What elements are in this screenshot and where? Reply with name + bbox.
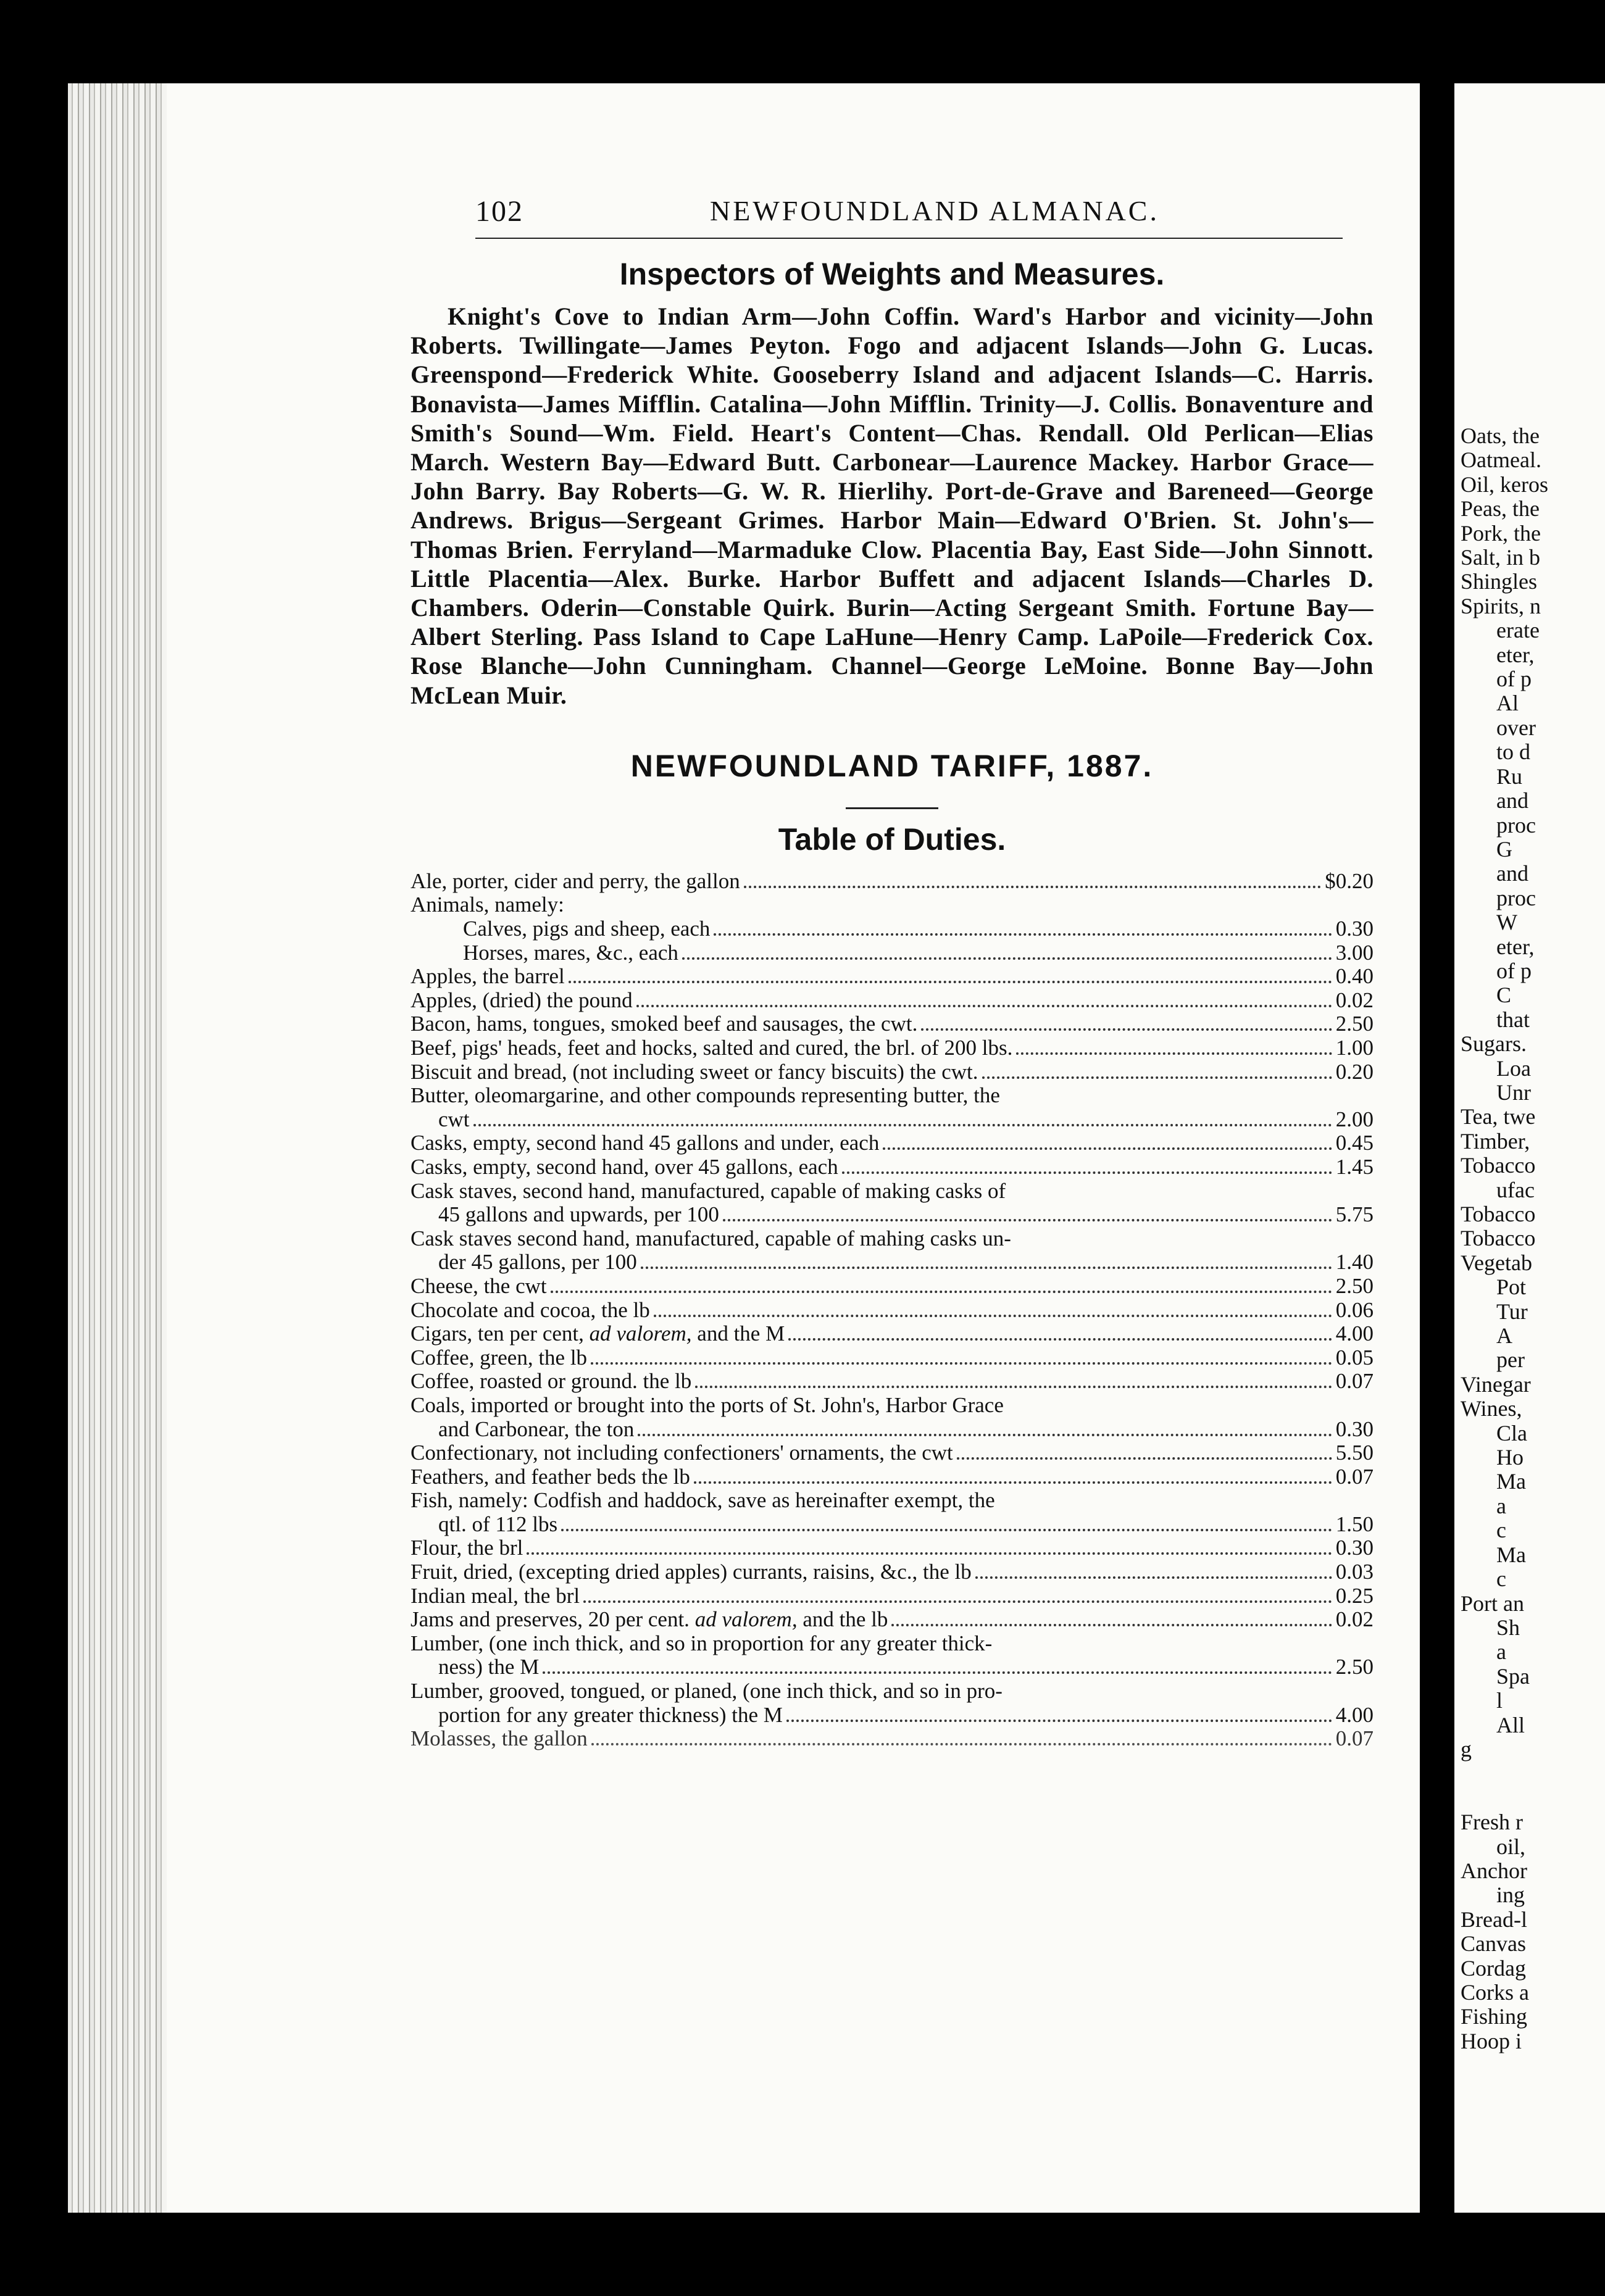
dot-leader (473, 1124, 1332, 1126)
duty-row (411, 1108, 1374, 1132)
facing-page-line: Fresh r (1461, 1810, 1523, 1835)
facing-page-line: erate (1496, 618, 1540, 643)
duty-amount: 0.25 (1335, 1583, 1374, 1608)
duty-row (411, 989, 1374, 1013)
duty-item-label: Molasses, the gallon (411, 1727, 588, 1751)
duty-item-label: Fruit, dried, (excepting dried apples) currants, raisins, &c., the lb (411, 1560, 972, 1584)
duties-table (411, 870, 1374, 1751)
duty-row: Cask staves second hand, manufactured, capable of mahing casks un- (411, 1226, 1011, 1250)
facing-page-line: Ma (1496, 1469, 1526, 1494)
facing-page-line: All (1496, 1712, 1525, 1737)
facing-page-line: Spirits, n (1461, 593, 1541, 618)
duty-item-label: der 45 gallons, per 100 (438, 1250, 637, 1275)
duty-item-label: Bacon, hams, tongues, smoked beef and sausages, the cwt. (411, 1012, 918, 1036)
tariff-heading: NEWFOUNDLAND TARIFF, 1887. (630, 748, 1154, 783)
duty-amount: 5.75 (1335, 1202, 1374, 1227)
facing-page-line: of p (1496, 958, 1532, 983)
facing-page-line: over (1496, 715, 1536, 740)
duty-row: Animals, namely: (411, 892, 564, 917)
facing-page-line (1461, 1762, 1605, 1786)
duty-item-label: Horses, mares, &c., each (463, 941, 678, 965)
duty-row (411, 1012, 1374, 1036)
facing-page-line: Corks a (1461, 1980, 1529, 2005)
facing-page-line: ing (1496, 1882, 1525, 1908)
page-edges (68, 83, 167, 2213)
facing-page-line: Hoop i (1461, 2028, 1522, 2053)
dot-leader (527, 1552, 1332, 1555)
facing-page-line: Al (1496, 691, 1519, 716)
dot-leader (891, 1624, 1332, 1626)
duty-amount: 4.00 (1335, 1321, 1374, 1346)
facing-page-line: and (1496, 788, 1528, 813)
facing-page-line: Tur (1496, 1299, 1528, 1324)
dot-leader (641, 1267, 1332, 1269)
duty-row: Fish, namely: Codfish and haddock, save as hereinafter exempt, the (411, 1488, 995, 1513)
duty-amount: 2.50 (1335, 1273, 1374, 1298)
duty-row: Cask staves, second hand, manufactured, capable of making casks of (411, 1178, 1006, 1203)
facing-page-line: proc (1496, 885, 1536, 910)
duty-row (411, 1322, 1374, 1346)
dot-leader (744, 886, 1322, 888)
duty-item-label: Casks, empty, second hand 45 gallons and under, each (411, 1131, 880, 1155)
dot-leader (682, 957, 1332, 960)
dot-leader (583, 1600, 1332, 1603)
facing-page-line: Bread-l (1461, 1907, 1527, 1932)
duty-amount: 0.02 (1335, 1607, 1374, 1632)
dot-leader (569, 981, 1332, 983)
facing-page-line: Oats, the (1461, 423, 1540, 448)
inspectors-paragraph: Knight's Cove to Indian Arm—John Coffin. Ward's Harbor and vicinity—John Roberts. Twillingate—James Peyton. Fogo and adjacent Islands—John G. Lucas. Greenspond—Frederick White. Gooseberry Island and adjacent Islands—C. Harris. Bonavista—James Mifflin. Catalina—John Mifflin. Trinity—J. Collis. Bonaventure and Smith's Sound—Wm. Field. Heart's Content—Chas. Rendall. Old Perlican—Elias March. Western Bay—Edward Butt. Carbonear—Laurence Mackey. Harbor Grace—John Barry. Bay Roberts—G. W. R. Hierlihy. Port-de-Grave and Bareneed—George Andrews. Brigus—Sergeant Grimes. Harbor Main—Edward O'Brien. St. John's—Thomas Brien. Ferryland—Marmaduke Clow. Placentia Bay, East Side—John Sinnott. Little Placentia—Alex. Burke. Harbor Buffett and adjacent Islands—Charles D. Chambers. Oderin—Constable Quirk. Burin—Acting Sergeant Smith. Fortune Bay—Albert Sterling. Pass Island to Cape LaHune—Henry Camp. LaPoile—Frederick Cox. Rose Blanche—John Cunningham. Channel—George LeMoine. Bonne Bay—John McLean Muir. (411, 302, 1374, 709)
duty-row (411, 1536, 1374, 1560)
dot-leader (786, 1720, 1332, 1722)
duty-amount: 1.00 (1335, 1036, 1374, 1060)
duty-amount: 0.20 (1335, 1059, 1374, 1084)
duty-amount: 3.00 (1335, 940, 1374, 965)
dot-leader (842, 1171, 1332, 1174)
duty-amount: 1.40 (1335, 1250, 1374, 1275)
duty-row (411, 1155, 1374, 1179)
duty-item-label: Feathers, and feather beds the lb (411, 1465, 690, 1489)
duty-amount: 0.03 (1335, 1560, 1374, 1584)
facing-page-line: Vinegar (1461, 1371, 1531, 1397)
duty-item-label: Beef, pigs' heads, feet and hocks, salted and cured, the brl. of 200 lbs. (411, 1036, 1013, 1060)
page-number: 102 (475, 195, 523, 228)
duty-row: Lumber, grooved, tongued, or planed, (one inch thick, and so in pro- (411, 1679, 1003, 1703)
duty-amount: 0.07 (1335, 1726, 1374, 1751)
duty-row (411, 1299, 1374, 1323)
facing-page (1454, 83, 1605, 2213)
facing-page-line: Ma (1496, 1542, 1526, 1567)
duty-row (411, 1370, 1374, 1394)
dot-leader (636, 1005, 1332, 1007)
duty-item-label: Indian meal, the brl (411, 1584, 580, 1608)
facing-page-line: a (1496, 1639, 1506, 1665)
dot-leader (654, 1315, 1332, 1317)
dot-leader (883, 1147, 1332, 1150)
facing-page-line: and (1496, 861, 1528, 886)
duty-amount: 0.07 (1335, 1369, 1374, 1394)
facing-page-line: Oatmeal. (1461, 447, 1541, 473)
duty-row (411, 1346, 1374, 1370)
facing-page-line: eter, (1496, 642, 1535, 667)
facing-page-line: Tobacco (1461, 1202, 1536, 1226)
facing-page-line: Pork, the (1461, 520, 1541, 546)
facing-page-line: Tea, twe (1461, 1104, 1536, 1129)
facing-page-line: G (1496, 836, 1512, 862)
facing-page-line: Anchor (1461, 1858, 1527, 1883)
duties-subheading: Table of Duties. (778, 821, 1006, 857)
facing-page-line: eter, (1496, 934, 1535, 959)
duty-amount: 0.30 (1335, 917, 1374, 941)
dot-leader (714, 933, 1332, 936)
dot-leader (695, 1386, 1332, 1388)
duty-amount: 1.50 (1335, 1512, 1374, 1536)
duty-row (411, 1513, 1374, 1537)
facing-page-line: Canvas (1461, 1931, 1526, 1957)
facing-page-line: C (1496, 983, 1512, 1008)
duty-amount: 2.50 (1335, 1655, 1374, 1679)
facing-page-line: ufac (1496, 1177, 1535, 1202)
duty-amount: 4.00 (1335, 1702, 1374, 1727)
duty-row (411, 965, 1374, 989)
facing-page-line (1461, 1786, 1605, 1810)
facing-page-line: Sugars. (1461, 1031, 1527, 1057)
book-gutter (1420, 0, 1454, 2296)
facing-page-line: Loa (1496, 1055, 1531, 1081)
facing-page-line: oil, (1496, 1834, 1526, 1859)
duty-amount: 0.02 (1335, 988, 1374, 1012)
facing-page-line: Shingles (1461, 569, 1538, 594)
dot-leader (591, 1362, 1332, 1365)
running-head (411, 194, 1374, 239)
facing-page-line: Salt, in b (1461, 545, 1541, 570)
facing-page-text (1461, 424, 1605, 2053)
duty-amount: 0.06 (1335, 1297, 1374, 1322)
dot-leader (982, 1076, 1332, 1079)
duty-amount: 2.50 (1335, 1012, 1374, 1036)
duty-row (411, 1655, 1374, 1679)
duty-row (411, 1203, 1374, 1227)
facing-page-line: g (1461, 1736, 1472, 1762)
facing-page-line: Tobacco (1461, 1153, 1536, 1178)
duty-row (411, 917, 1374, 941)
facing-page-line: proc (1496, 812, 1536, 838)
duty-row (411, 1036, 1374, 1060)
facing-page-line: a (1496, 1493, 1506, 1518)
duty-item-label: Ale, porter, cider and perry, the gallon (411, 869, 740, 893)
facing-page-line: Cla (1496, 1420, 1527, 1445)
dot-leader (694, 1481, 1332, 1484)
duty-item-label: Coffee, roasted or ground. the lb (411, 1370, 692, 1394)
inspectors-heading: Inspectors of Weights and Measures. (619, 257, 1165, 291)
duty-item-label: qtl. of 112 lbs (438, 1512, 558, 1536)
facing-page-line: Wines, (1461, 1396, 1522, 1421)
facing-page-line: Port an (1461, 1591, 1524, 1616)
duty-item-label: cwt (438, 1107, 470, 1131)
duty-item-label: portion for any greater thickness) the M (438, 1703, 783, 1727)
dot-leader (551, 1291, 1332, 1293)
duty-item-label: Calves, pigs and sheep, each (463, 917, 711, 941)
duty-item-label: 45 gallons and upwards, per 100 (438, 1203, 719, 1227)
duty-row (411, 1727, 1374, 1751)
facing-page-line: of p (1496, 667, 1532, 692)
duty-amount: 0.05 (1335, 1345, 1374, 1370)
facing-page-line: Oil, keros (1461, 472, 1548, 497)
duty-item-label: Apples, (dried) the pound (411, 988, 633, 1012)
facing-page-line: Ho (1496, 1445, 1524, 1470)
italic-phrase: ad valorem, (694, 1608, 798, 1632)
duty-item-label: Chocolate and cocoa, the lb (411, 1298, 650, 1322)
italic-phrase: ad valorem, (589, 1322, 692, 1346)
facing-page-line: W (1496, 910, 1517, 935)
duty-amount: 2.00 (1335, 1107, 1374, 1131)
duty-item-label: Biscuit and bread, (not including sweet or fancy biscuits) the cwt. (411, 1060, 978, 1084)
duty-item-label: Apples, the barrel (411, 965, 565, 989)
duty-amount: $0.20 (1325, 868, 1374, 893)
dot-leader (723, 1219, 1332, 1221)
dot-leader (957, 1457, 1332, 1460)
facing-page-line: Timber, (1461, 1128, 1530, 1154)
facing-page-line: Ru (1496, 763, 1523, 789)
dot-leader (921, 1028, 1332, 1031)
duty-amount: 0.45 (1335, 1131, 1374, 1155)
duty-row (411, 1131, 1374, 1155)
duty-row (411, 941, 1374, 965)
duty-row (411, 1465, 1374, 1489)
duty-item-label: Flour, the brl (411, 1536, 523, 1560)
duty-row (411, 1060, 1374, 1084)
facing-page-line: Spa (1496, 1663, 1530, 1689)
header-rule (475, 238, 1343, 239)
facing-page-line: Pot (1496, 1275, 1527, 1300)
duty-amount: 1.45 (1335, 1154, 1374, 1179)
section-divider (846, 807, 938, 809)
duty-row (411, 1608, 1374, 1632)
duty-item-label: Cheese, the cwt (411, 1274, 547, 1298)
duty-item-label: Jams and preserves, 20 per cent. ad valorem, and the lb (411, 1608, 888, 1632)
dot-leader (975, 1576, 1332, 1579)
duty-item-label: Cigars, ten per cent, ad valorem, and the M (411, 1322, 785, 1346)
duty-row (411, 1584, 1374, 1608)
duty-row (411, 1560, 1374, 1584)
duty-item-label: Coffee, green, the lb (411, 1346, 588, 1370)
facing-page-line: A (1496, 1323, 1512, 1349)
facing-page-line: Peas, the (1461, 496, 1540, 522)
dot-leader (788, 1338, 1332, 1341)
duty-amount: 5.50 (1335, 1441, 1374, 1465)
dot-leader (591, 1743, 1332, 1745)
running-title: NEWFOUNDLAND ALMANAC. (710, 195, 1159, 227)
facing-page-line: Unr (1496, 1079, 1531, 1105)
duty-row: Coals, imported or brought into the ports of St. John's, Harbor Grace (411, 1392, 1004, 1417)
duty-row (411, 1441, 1374, 1465)
duty-row (411, 1275, 1374, 1299)
facing-page-line: per (1496, 1347, 1525, 1373)
facing-page-line: Sh (1496, 1615, 1520, 1640)
duty-row (411, 1418, 1374, 1442)
dot-leader (543, 1671, 1332, 1674)
facing-page-line: l (1496, 1688, 1503, 1713)
facing-page-line: c (1496, 1518, 1506, 1543)
duty-amount: 0.30 (1335, 1536, 1374, 1560)
duty-row (411, 870, 1374, 894)
duty-amount: 0.30 (1335, 1416, 1374, 1441)
dot-leader (1016, 1052, 1332, 1055)
duty-item-label: Casks, empty, second hand, over 45 gallons, each (411, 1155, 838, 1179)
duty-item-label: Confectionary, not including confectioners' ornaments, the cwt (411, 1441, 953, 1465)
duty-amount: 0.40 (1335, 964, 1374, 989)
duty-row: Butter, oleomargarine, and other compounds representing butter, the (411, 1083, 1000, 1108)
dot-leader (561, 1529, 1332, 1531)
duty-item-label: and Carbonear, the ton (438, 1417, 635, 1441)
duty-row (411, 1250, 1374, 1275)
facing-page-line: that (1496, 1007, 1530, 1032)
facing-page-line: Cordag (1461, 1955, 1526, 1981)
facing-page-line: Vegetab (1461, 1250, 1532, 1275)
duty-item-label: ness) the M (438, 1655, 540, 1679)
page-content (411, 194, 1374, 1751)
facing-page-line: to d (1496, 739, 1531, 765)
duty-row (411, 1703, 1374, 1728)
dot-leader (638, 1434, 1332, 1436)
duty-amount: 0.07 (1335, 1464, 1374, 1489)
scan-edge (0, 0, 68, 2296)
duty-row: Lumber, (one inch thick, and so in proportion for any greater thick- (411, 1631, 993, 1655)
facing-page-line: Fishing (1461, 2004, 1528, 2029)
facing-page-line: Tobacco (1461, 1226, 1536, 1251)
facing-page-line: c (1496, 1566, 1506, 1592)
